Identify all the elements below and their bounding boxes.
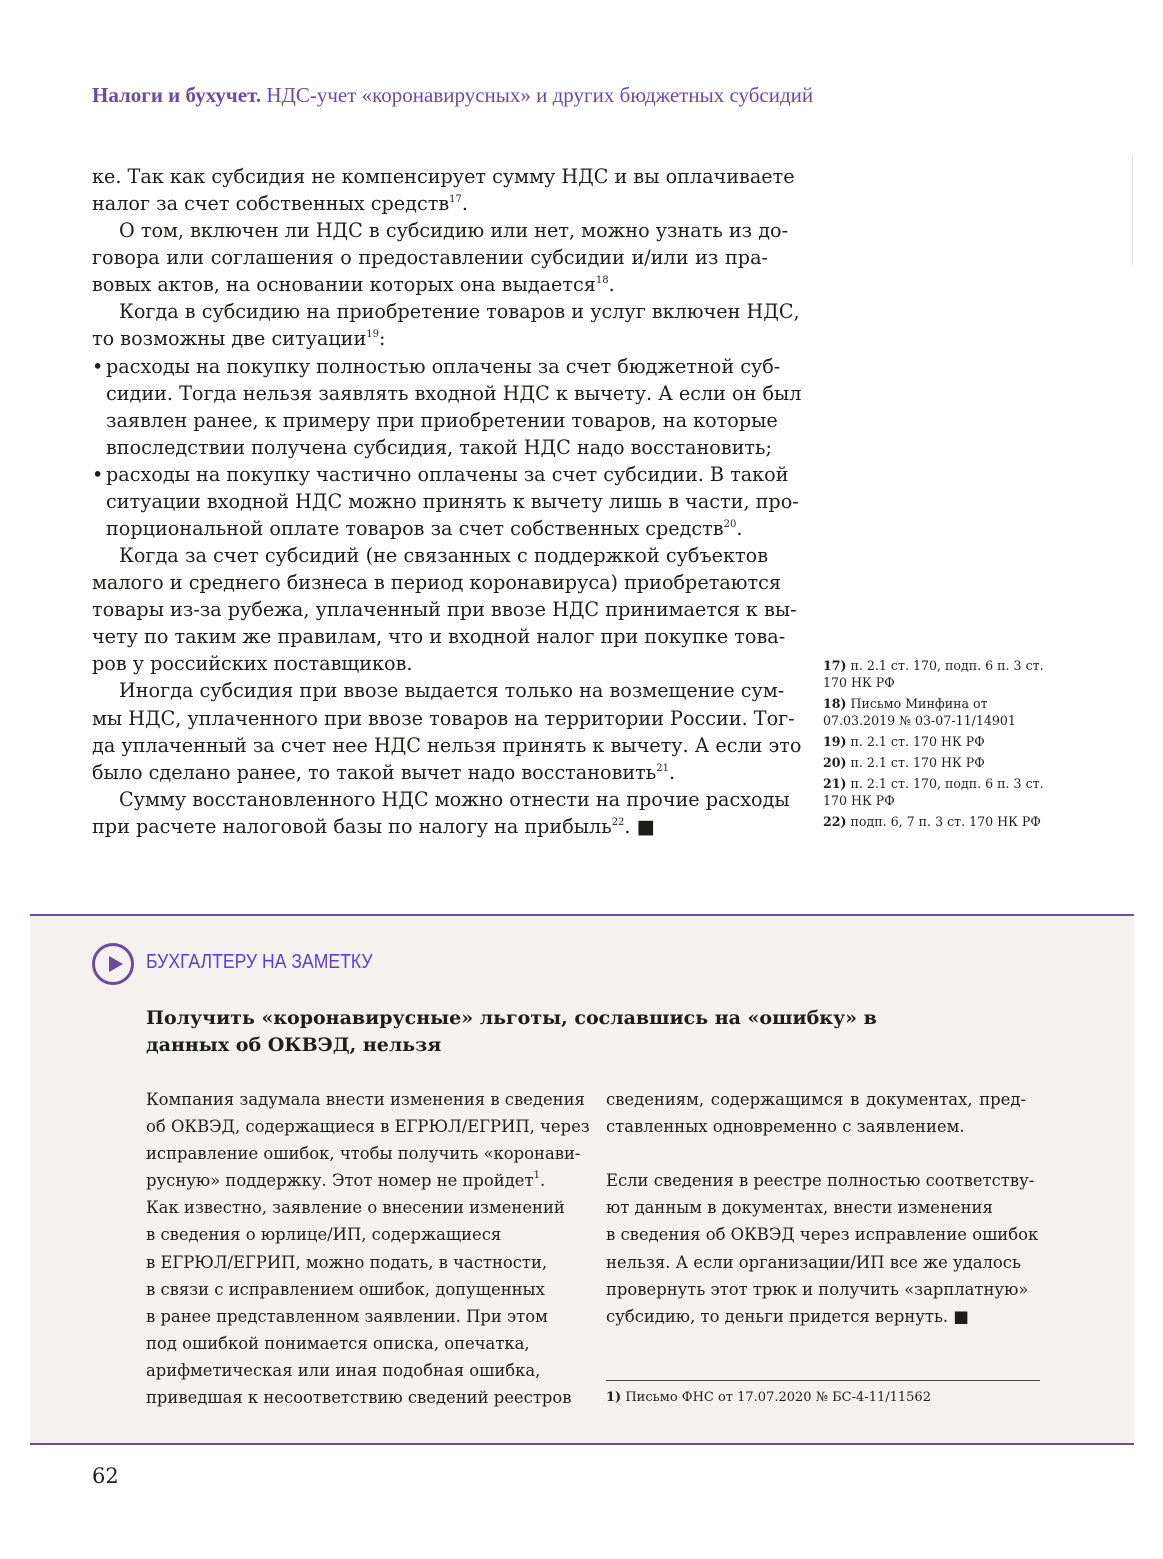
text-line: Иногда субсидия при ввозе выдается только на возмещение сум-	[119, 679, 785, 703]
text-line: налог за счет собственных средств$^{17}$.	[92, 192, 468, 216]
text-line: в связи с исправлением ошибок, допущенных	[146, 1279, 545, 1299]
text-line: субсидию, то деньги придется вернуть. ■	[606, 1306, 969, 1326]
text-line: в сведения об ОКВЭД через исправление ошибок	[606, 1225, 1039, 1245]
text-line: да уплаченный за счет нее НДС нельзя принять к вычету. А если это	[92, 733, 802, 757]
bullet-icon: •	[92, 354, 104, 378]
box-left-column	[146, 1086, 590, 1411]
margin-rule	[1132, 155, 1133, 265]
text-line: О том, включен ли НДС в субсидию или нет, можно узнать из до-	[119, 219, 789, 243]
text-line: то возможны две ситуации$^{19}$:	[92, 327, 386, 351]
text-line: заявлен ранее, к примеру при приобретении товаров, на которые	[106, 408, 778, 432]
text-line: в ранее представленном заявлении. При этом	[146, 1306, 548, 1326]
text-line: ставленных одновременно с заявлением.	[606, 1117, 965, 1137]
text-line: говора или соглашения о предоставлении субсидии и/или из пра-	[92, 246, 768, 270]
footnote-ref: 21	[656, 762, 669, 774]
footnote-20: 20) п. 2.1 ст. 170 НК РФ	[823, 755, 985, 770]
footnote-21: 21) п. 2.1 ст. 170, подп. 6 п. 3 ст. 170 НК РФ	[823, 776, 1044, 808]
footnote-22: 22) подп. 6, 7 п. 3 ст. 170 НК РФ	[823, 814, 1041, 829]
bullet-icon: •	[92, 462, 104, 486]
footnote-ref: 17	[449, 194, 462, 206]
play-icon	[92, 943, 134, 985]
note-box	[30, 914, 1134, 1445]
text-line: Когда в субсидию на приобретение товаров и услуг включен НДС,	[119, 300, 800, 324]
text-line: нельзя. А если организации/ИП все же удалось	[606, 1252, 1021, 1272]
article-body	[92, 163, 802, 840]
box-footnote: 1) Письмо ФНС от 17.07.2020 № БС-4-11/11562	[606, 1390, 931, 1405]
text-line: ситуации входной НДС можно принять к вычету лишь в части, про-	[106, 489, 799, 513]
text-line: русную» поддержку. Этот номер не пройдет$^1$.	[146, 1170, 546, 1191]
text-line: провернуть этот трюк и получить «зарплатную»	[606, 1279, 1029, 1299]
footnote-divider	[606, 1380, 1040, 1381]
footnote-ref: 20	[723, 519, 737, 531]
text-line: малого и среднего бизнеса в период коронавируса) приобретаются	[92, 571, 781, 595]
text-line: приведшая к несоответствию сведений реестров	[146, 1388, 572, 1408]
text-line: ке. Так как субсидия не компенсирует сумму НДС и вы оплачиваете	[92, 165, 795, 188]
text-line: впоследствии получена субсидия, такой НДС надо восстановить;	[106, 435, 772, 459]
text-line: арифметическая или иная подобная ошибка,	[146, 1360, 541, 1380]
text-line: сведениям, содержащимся в документах, пред-	[606, 1090, 1026, 1109]
footnote-ref: 1	[533, 1170, 540, 1182]
text-line: об ОКВЭД, содержащиеся в ЕГРЮЛ/ЕГРИП, через	[146, 1117, 590, 1137]
text-line: в сведения о юрлице/ИП, содержащиеся	[146, 1225, 502, 1245]
footnote-18: 18) Письмо Минфина от 07.03.2019 № 03-07-11/14901	[823, 696, 1016, 728]
box-right-column	[606, 1086, 1039, 1330]
box-title: Получить «коронавирусные» льготы, сославшись на «ошибку» в данных об ОКВЭД, нельзя	[146, 1007, 877, 1056]
text-line: исправление ошибок, чтобы получить «коронави-	[146, 1144, 581, 1164]
text-line: Компания задумала внести изменения в сведения	[146, 1090, 585, 1109]
footnote-ref: 22	[611, 816, 625, 828]
text-line: • расходы на покупку полностью оплачены за счет бюджетной суб-	[92, 353, 768, 380]
text-line: Если сведения в реестре полностью соответству-	[606, 1171, 1035, 1191]
text-line: чету по таким же правилам, что и входной налог при покупке това-	[92, 625, 786, 649]
text-line: ров у российских поставщиков.	[92, 652, 413, 676]
text-line: мы НДС, уплаченного при ввозе товаров на территории России. Тог-	[92, 706, 795, 730]
text-line: Когда за счет субсидий (не связанных с поддержкой субъектов	[119, 544, 768, 568]
footnote-19: 19) п. 2.1 ст. 170 НК РФ	[823, 734, 985, 749]
footnote-ref: 18	[595, 275, 609, 287]
text-line: вовых актов, на основании которых она выдается$^{18}$.	[92, 273, 615, 297]
footnote-ref: 19	[366, 329, 379, 341]
text-line: под ошибкой понимается описка, опечатка,	[146, 1333, 530, 1353]
page-number: 62	[92, 1464, 119, 1488]
text-line: товары из-за рубежа, уплаченный при ввозе НДС принимается к вы-	[92, 598, 797, 622]
section-name: Налоги и бухучет.	[92, 83, 262, 107]
text-line: ют данным в документах, внести изменения	[606, 1198, 993, 1218]
footnote-17: 17) п. 2.1 ст. 170, подп. 6 п. 3 ст. 170 НК РФ	[823, 658, 1044, 690]
text-line: в ЕГРЮЛ/ЕГРИП, можно подать, в частности,	[146, 1252, 548, 1272]
sidenotes	[823, 657, 1053, 834]
text-line: сидии. Тогда нельзя заявлять входной НДС к вычету. А если он был	[106, 381, 802, 405]
text-line: было сделано ранее, то такой вычет надо восстановить$^{21}$.	[92, 760, 676, 784]
text-line: порциональной оплате товаров за счет собственных средств$^{20}$.	[106, 517, 743, 541]
text-line: • расходы на покупку частично оплачены за счет субсидии. В такой	[92, 461, 768, 488]
running-header	[92, 83, 813, 108]
text-line: Как известно, заявление о внесении изменений	[146, 1198, 565, 1218]
box-label: БУХГАЛТЕРУ НА ЗАМЕТКУ	[146, 951, 373, 973]
article-title: НДС-учет «коронавирусных» и других бюджетных субсидий	[266, 83, 814, 107]
text-line: при расчете налоговой базы по налогу на прибыль$^{22}$. ■	[92, 814, 655, 838]
text-line	[606, 1140, 1026, 1167]
text-line: Сумму восстановленного НДС можно отнести на прочие расходы	[119, 787, 790, 811]
